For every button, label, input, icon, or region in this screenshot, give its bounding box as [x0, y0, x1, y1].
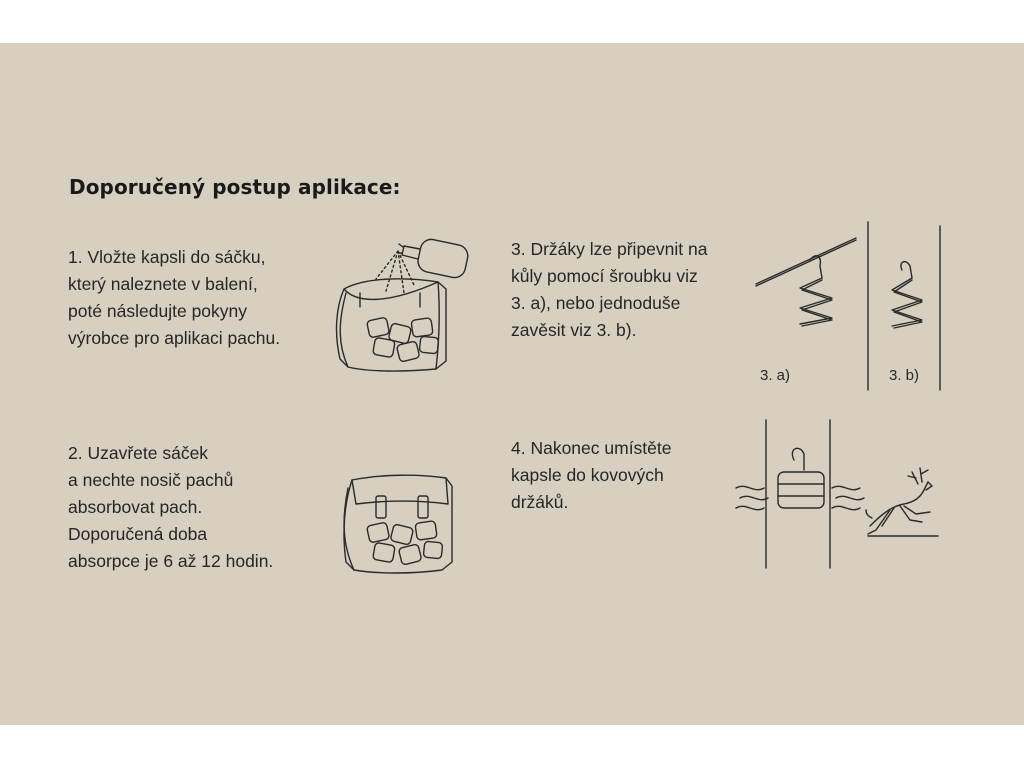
closed-bag-icon — [338, 468, 462, 580]
step-4-line: 4. Nakonec umístěte — [511, 438, 672, 458]
step-2-line: Doporučená doba — [68, 524, 208, 544]
step-1-line: výrobce pro aplikaci pachu. — [68, 328, 281, 348]
step-3-line: zavěsit viz 3. b). — [511, 320, 637, 340]
step-1-line: poté následujte pokyny — [68, 301, 248, 321]
deer-scent-icon — [732, 418, 942, 572]
step-2-line: absorpce je 6 až 12 hodin. — [68, 551, 274, 571]
step-4-line: držáků. — [511, 492, 569, 512]
step-2-text — [68, 440, 273, 575]
step-4-text — [511, 435, 672, 516]
step-1-text — [68, 244, 280, 352]
step-2-line: 2. Uzavřete sáček — [68, 443, 209, 463]
step-3-line: 3. a), nebo jednoduše — [511, 293, 681, 313]
step-3-text — [511, 236, 707, 344]
step-3-line: 3. Držáky lze připevnit na — [511, 239, 708, 259]
option-3a-label: 3. a) — [760, 367, 791, 384]
page-title: Doporučený postup aplikace: — [69, 175, 401, 199]
step-2-line: a nechte nosič pachů — [68, 470, 234, 490]
spray-bag-icon — [326, 233, 474, 375]
step-2-line: absorbovat pach. — [68, 497, 203, 517]
step-1-line: který naleznete v balení, — [68, 274, 258, 294]
step-4-line: kapsle do kovových — [511, 465, 664, 485]
option-3b-label: 3. b) — [889, 367, 920, 384]
step-3-line: kůly pomocí šroubku viz — [511, 266, 698, 286]
step-1-line: 1. Vložte kapsli do sáčku, — [68, 247, 266, 267]
